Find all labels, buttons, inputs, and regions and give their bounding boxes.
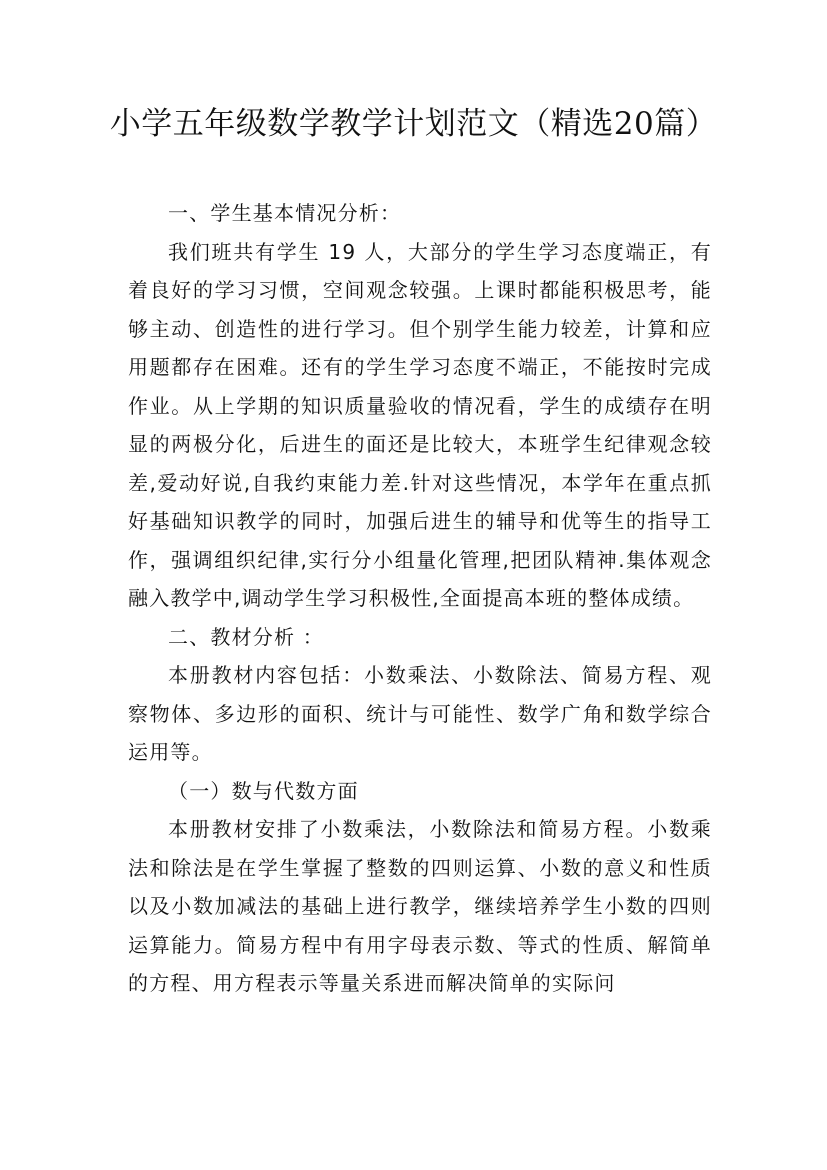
section-heading-student-analysis: 一、学生基本情况分析： [168, 201, 402, 225]
paragraph-student-analysis: 我们班共有学生 19 人，大部分的学生学习态度端正，有着良好的学习习惯，空间观念较强。上课时都能积极思考，能够主动、创造性的进行学习。但个别学生能力较差，计算和应用题都存在困难。还有的学生学习态度不端正，不能按时完成作业。从上学期的知识质量验收的情况看，学生的成绩存在明显的两极分化，后进生的面还是比较大，本班学生纪律观念较差,爱动好说,自我约束能力差.针对这些情况，本学年在重点抓好基础知识教学的同时，加强后进生的辅导和优等生的指导工作，强调组织纪律,实行分小组量化管理,把团队精神.集体观念融入教学中,调动学生学习积极性,全面提高本班的整体成绩。 [128, 239, 712, 610]
subsection-heading-numbers-algebra: （一）数与代数方面 [168, 778, 359, 803]
section-heading-textbook-analysis: 二、教材分析 ： [168, 624, 324, 649]
paragraph-textbook-content: 本册教材内容包括：小数乘法、小数除法、简易方程、观察物体、多边形的面积、统计与可能性、数学广角和数学综合运用等。 [128, 663, 712, 764]
document-title: 小学五年级数学教学计划范文（精选20篇） [109, 106, 718, 142]
document-body [128, 194, 712, 1003]
paragraph-numbers-algebra: 本册教材安排了小数乘法，小数除法和简易方程。小数乘法和除法是在学生掌握了整数的四则运算、小数的意义和性质以及小数加减法的基础上进行教学，继续培养学生小数的四则运算能力。简易方程中有用字母表示数、等式的性质、解简单的方程、用方程表示等量关系进而解决简单的实际问 [128, 817, 712, 995]
